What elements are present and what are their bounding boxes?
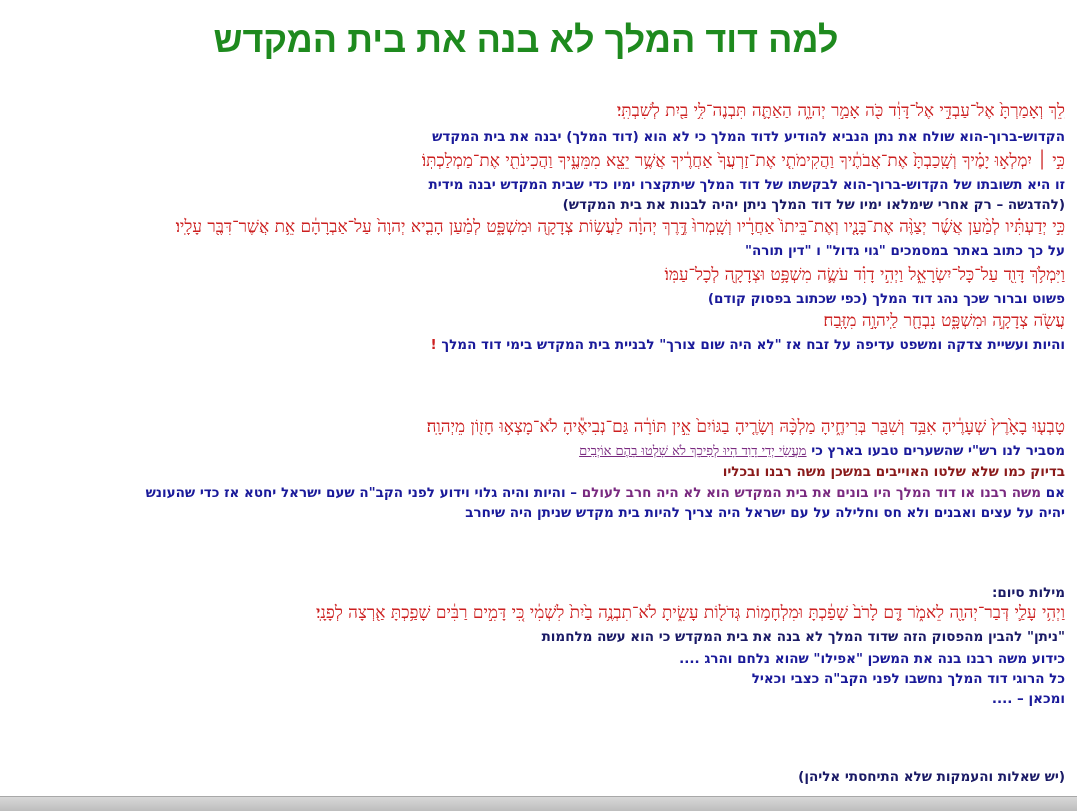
explanation-line-13: כל הרוגי דוד המלך נחשבו לפני הקב"ה כצבי וכאיל [751, 671, 1065, 687]
page-title: למה דוד המלך לא בנה את בית המקדש [213, 19, 839, 60]
verse-line-3: כִּ֣י יְדַעְתִּ֗יו לְמַ֨עַן אֲשֶׁ֜ר יְצַוֶּ֨ה אֶת־בָּנָ֤יו וְאֶת־בֵּיתוֹ֙ אַחֲרָ֔יו וְשָֽׁמְרוּ֙ דֶּ֣רֶךְ יְהוָ֔ה לַעֲשׂ֥וֹת צְדָקָ֖ה וּמִשְׁפָּ֑ט לְמַ֗עַן הָבִ֤יא יְהוָה֙ עַל־אַבְרָהָ֔ם אֵ֥ת אֲשֶׁר־דִּבֶּ֖ר עָלָֽיו׃ [175, 217, 1065, 237]
verse-line-1: לֵ֚ךְ וְאָמַרְתָּ֙ אֶל־עַבְדִּ֣י אֶל־דָּוִ֔ד כֹּ֖ה אָמַ֣ר יְהוָ֑ה הַאַתָּ֛ה תִּבְנֶה־לִּ֥י בַ֖יִת לְשִׁבְתִּֽי׃ [616, 101, 1065, 121]
explanation-line-8: בדיוק כמו שלא שלטו האוייבים במשכן משה רבנו ובכליו [722, 464, 1065, 480]
explanation-line-4: על כך כתוב באתר במסמכים "גוי גדול" ו "דין תורה" [745, 243, 1065, 259]
explanation-line-12: כידוע משה רבנו בנה את המשכן "אפילו" שהוא נלחם והרג .... [679, 651, 1065, 667]
explanation-line-5: פשוט וברור שכך נהג דוד המלך (כפי שכתוב בפסוק קודם) [707, 291, 1065, 307]
verse-line-7: וַיְהִ֥י עָלַ֛י דְּבַר־יְהוָ֖ה לֵאמֹ֑ר דָּ֤ם לָרֹב֙ שָׁפַ֔כְתָּ וּמִלְחָמ֥וֹת גְּדֹל֖וֹת עָשִׂ֑יתָ לֹא־תִבְנֶ֥ה בַ֙יִת֙ לִשְׁמִ֔י כִּ֚י דָּמִ֣ים רַבִּ֔ים שָׁפַ֥כְתָּ אַ֖רְצָה לְפָנָֽי׃ [315, 603, 1065, 623]
explanation-text: והיות ועשיית צדקה ומשפט עדיפה על זבח אז "לא היה שום צורך" לבניית בית המקדש בימי דוד המלך [441, 337, 1065, 353]
explanation-line-1: הקדוש-ברוך-הוא שולח את נתן הנביא להודיע לדוד המלך כי לא הוא (דוד המלך) יבנה את בית המקדש [432, 129, 1065, 145]
explanation-text: מסביר לנו רש"י שהשערים טבעו בארץ כי [811, 443, 1065, 459]
explanation-line-11: "ניתן" להבין מהפסוק הזה שדוד המלך לא בנה את בית המקדש כי הוא עשה מלחמות [541, 629, 1065, 645]
closing-heading: מילות סיום: [991, 585, 1065, 601]
verse-line-2: כִּ֣י ׀ יִמְלְא֣וּ יָמֶ֗יךָ וְשָֽׁכַבְתָּ֙ אֶת־אֲבֹתֶ֔יךָ וַהֲקִימֹתִ֤י אֶת־זַרְעֲךָ֙ אַחֲרֶ֔יךָ אֲשֶׁ֥ר יֵצֵ֖א מִמֵּעֶ֑יךָ וַהֲכִינֹתִ֖י אֶת־מַמְלַכְתּֽוֹ׃ [421, 151, 1065, 171]
window-bottom-bar [0, 796, 1077, 811]
explanation-text-b: משה רבנו או דוד המלך היו בונים את בית המקדש הוא לא היה חרב לעולם [581, 485, 1042, 501]
verse-line-4: וַיִּמְלֹ֥ךְ דָּוִ֖ד עַל־כָּל־יִשְׂרָאֵ֑ל וַיְהִ֣י דָוִ֗ד עֹשֶׂ֛ה מִשְׁפָּ֥ט וּצְדָקָ֖ה לְכָל־עַמּֽוֹ׃ [664, 265, 1065, 285]
verse-line-5: עֲשֹׂ֖ה צְדָקָ֣ה וּמִשְׁפָּ֑ט נִבְחָ֖ר לַֽיהוָ֣ה מִזָּֽבַח׃ [823, 311, 1065, 331]
explanation-text-a: אם [1045, 485, 1065, 501]
explanation-line-6 [8, 334, 1065, 356]
rashi-link[interactable]: מַעֲשֵׂי יְדֵי דָוִד הָיוּ לְפִיכָךְ לֹא שָׁלְטוּ בָהֶם אוֹיְבִים [579, 444, 807, 459]
exclamation-mark: ! [430, 337, 437, 353]
explanation-line-10: יהיה על עצים ואבנים ולא חס וחלילה על עם ישראל היה צריך להיות בית מקדש שניתן היה שיחרב [465, 505, 1065, 521]
explanation-line-9 [8, 482, 1065, 504]
explanation-line-7 [8, 440, 1065, 463]
explanation-line-14: ומכאן – .... [991, 691, 1065, 707]
explanation-text-c: – והיות והיה גלוי וידוע לפני הקב"ה שעם ישראל יחטא אז כדי שהעונש [145, 485, 578, 501]
verse-line-6: טָבְע֤וּ בָאָ֙רֶץ֙ שְׁעָרֶ֔יהָ אִבַּ֥ד וְשִׁבַּ֖ר בְּרִיחֶ֑יהָ מַלְכָּ֨הּ וְשָׂרֶ֤יהָ בַגּוֹיִם֙ אֵ֣ין תּוֹרָ֔ה גַּם־נְבִיאֶ֕יהָ לֹא־מָצְא֥וּ חָז֖וֹן מֵיְהוָֽה׃ [426, 417, 1065, 437]
footer-note: (יש שאלות והעמקות שלא התיחסתי אליהן) [798, 769, 1065, 785]
explanation-line-3: (להדגשה – רק אחרי שימלאו ימיו של דוד המלך ניתן יהיה לבנות את בית המקדש) [562, 197, 1065, 213]
explanation-line-2: זו היא תשובתו של הקדוש-ברוך-הוא לבקשתו של דוד המלך שיתקצרו ימיו כדי שבית המקדש יבנה מידית [428, 177, 1065, 193]
